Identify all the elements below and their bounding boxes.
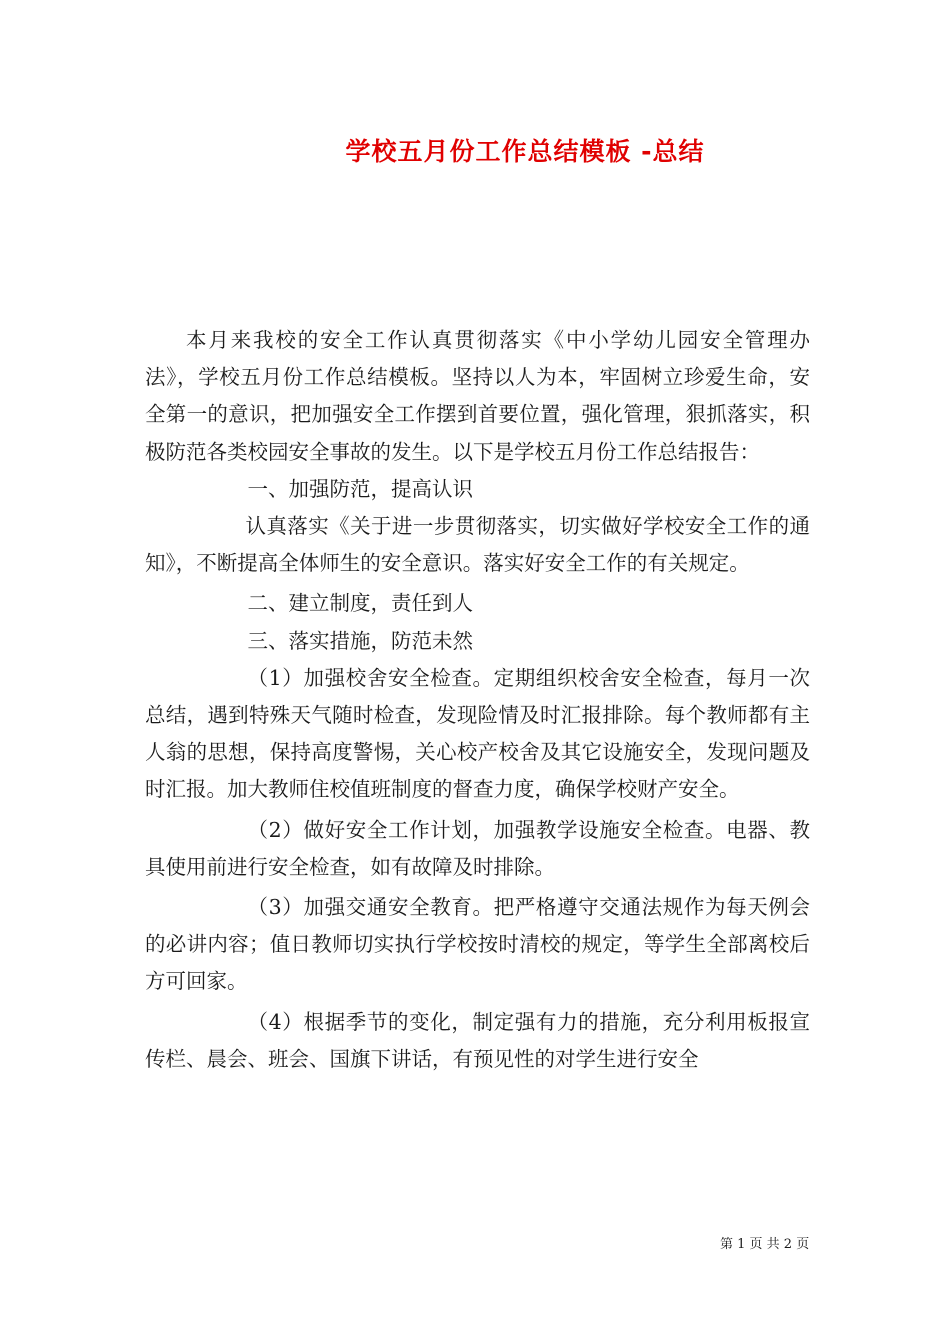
measure-item-3: （3）加强交通安全教育。把严格遵守交通法规作为每天例会的必讲内容；值日教师切实执行学校按时清校的规定，等学生全部离校后方可回家。: [145, 895, 810, 994]
measure-item-2: （2）做好安全工作计划，加强教学设施安全检查。电器、教具使用前进行安全检查，如有故障及时排除。: [145, 817, 810, 879]
measure-item-4: （4）根据季节的变化，制定强有力的措施，充分利用板报宣传栏、晨会、班会、国旗下讲话，有预见性的对学生进行安全: [145, 1009, 810, 1071]
section-heading-3: 三、落实措施，防范未然: [247, 628, 473, 653]
section-heading-1: 一、加强防范，提高认识: [247, 476, 473, 501]
intro-paragraph: 本月来我校的安全工作认真贯彻落实《中小学幼儿园安全管理办法》，学校五月份工作总结模板。坚持以人为本，牢固树立珍爱生命，安全第一的意识，把加强安全工作摆到首要位置，强化管理，狠抓落实，积极防范各类校园安全事故的发生。以下是学校五月份工作总结报告：: [145, 328, 810, 464]
document-body: [145, 322, 810, 1078]
section-1-paragraph: 认真落实《关于进一步贯彻落实，切实做好学校安全工作的通知》，不断提高全体师生的安全意识。落实好安全工作的有关规定。: [145, 514, 810, 576]
section-heading-2: 二、建立制度，责任到人: [247, 591, 473, 616]
page-number-footer: 第 1 页 共 2 页: [720, 1237, 810, 1252]
measure-item-1: （1）加强校舍安全检查。定期组织校舍安全检查，每月一次总结，遇到特殊天气随时检查，发现险情及时汇报排除。每个教师都有主人翁的思想，保持高度警惕，关心校产校舍及其它设施安全，发现问题及时汇报。加大教师住校值班制度的督查力度，确保学校财产安全。: [145, 665, 810, 802]
document-title: 学校五月份工作总结模板 -总结: [345, 137, 705, 166]
